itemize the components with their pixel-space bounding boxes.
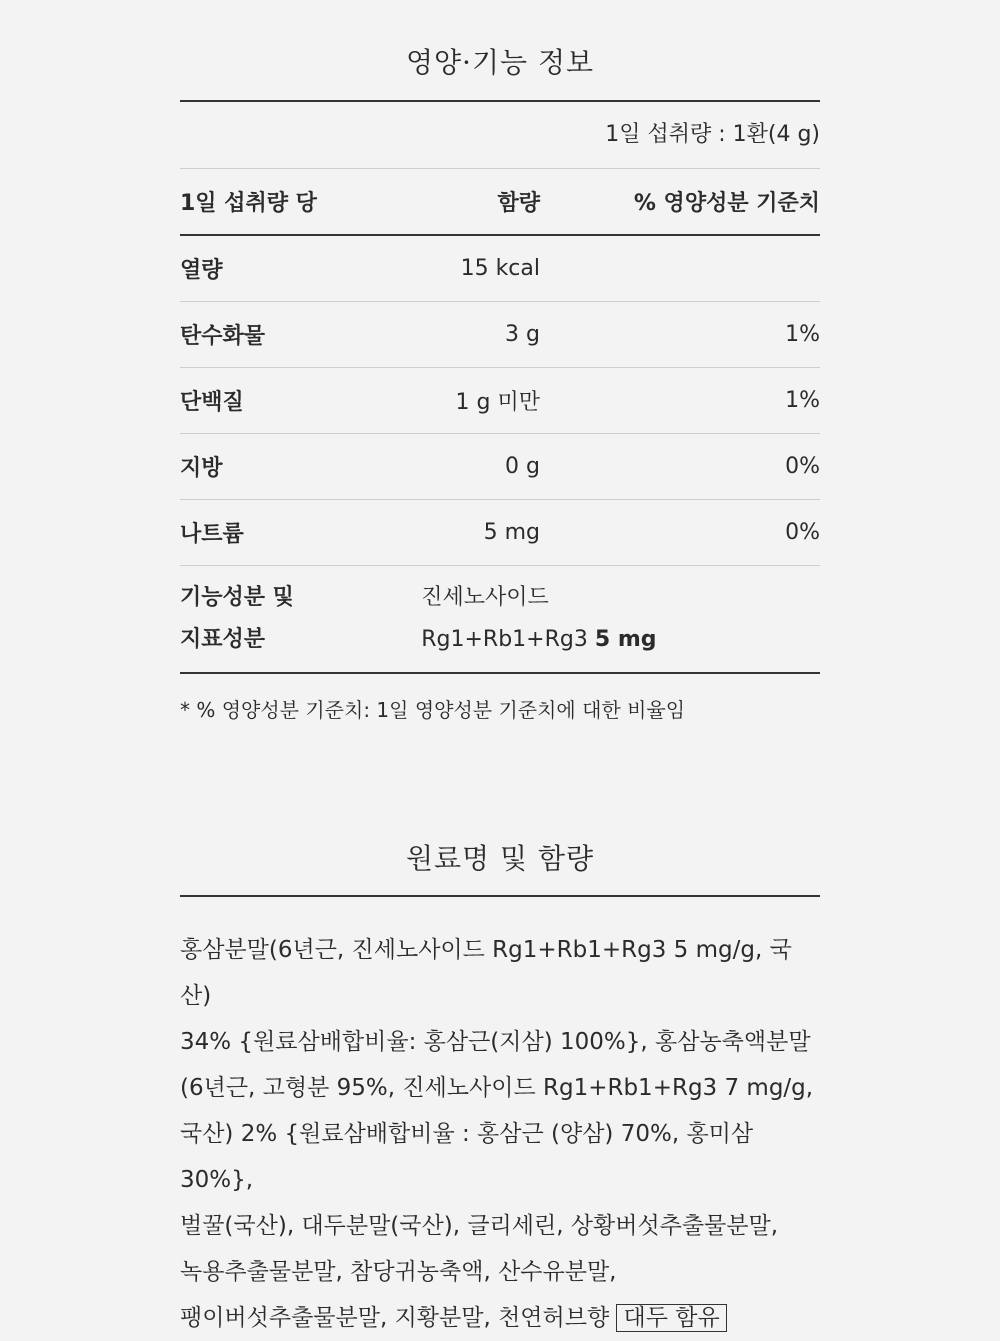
nutrient-name: 지방 — [180, 456, 223, 481]
nutrient-percent: 0% — [785, 520, 820, 545]
ingredients-line: 34% {원료삼배합비율: 홍삼근(지삼) 100%}, 홍삼농축액분말 — [180, 1029, 811, 1055]
nutrient-name: 나트륨 — [180, 522, 244, 547]
nutrient-amount: 0 g — [505, 454, 540, 479]
table-row — [180, 302, 820, 368]
functional-amount: 5 mg — [594, 627, 657, 652]
header-per-serving: 1일 섭취량 당 — [180, 191, 317, 216]
nutrient-name: 열량 — [180, 258, 223, 283]
header-amount: 함량 — [497, 191, 540, 216]
allergen-badge: 대두 함유 — [616, 1304, 726, 1332]
nutrient-name: 단백질 — [180, 390, 244, 415]
ingredients-line-last — [180, 1295, 820, 1341]
footnote: * % 영양성분 기준치: 1일 영양성분 기준치에 대한 비율임 — [180, 698, 686, 722]
nutrition-title: 영양·기능 정보 — [180, 0, 820, 102]
functional-label-line2: 지표성분 — [180, 627, 266, 652]
functional-label — [180, 577, 361, 661]
serving-size: 1일 섭취량 : 1환(4 g) — [180, 102, 820, 169]
functional-compound: Rg1+Rb1+Rg3 — [421, 627, 588, 652]
nutrient-amount: 1 g 미만 — [455, 390, 540, 415]
ingredients-line: (6년근, 고형분 95%, 진세노사이드 Rg1+Rb1+Rg3 7 mg/g, — [180, 1075, 814, 1101]
nutrient-amount: 3 g — [505, 322, 540, 347]
ingredients-line: 녹용추출물분말, 참당귀농축액, 산수유분말, — [180, 1259, 617, 1285]
ingredients-line: 홍삼분말(6년근, 진세노사이드 Rg1+Rb1+Rg3 5 mg/g, 국산) — [180, 937, 792, 1009]
table-row — [180, 434, 820, 500]
nutrient-amount: 5 mg — [483, 520, 540, 545]
table-row — [180, 236, 820, 302]
table-row — [180, 368, 820, 434]
functional-value-line2 — [421, 619, 820, 661]
functional-label-line1: 기능성분 및 — [180, 585, 294, 610]
ingredients-list — [180, 897, 820, 1341]
nutrient-name: 탄수화물 — [180, 324, 266, 349]
functional-value — [361, 577, 820, 661]
table-header-row — [180, 169, 820, 236]
ingredients-line: 국산) 2% {원료삼배합비율 : 홍삼근 (양삼) 70%, 홍미삼 30%}, — [180, 1121, 754, 1193]
functional-ingredient-row — [180, 566, 820, 674]
nutrient-percent: 1% — [785, 388, 820, 413]
table-row — [180, 500, 820, 566]
nutrient-percent: 0% — [785, 454, 820, 479]
ingredients-line: 벌꿀(국산), 대두분말(국산), 글리세린, 상황버섯추출물분말, — [180, 1213, 779, 1239]
functional-value-line1: 진세노사이드 — [421, 585, 549, 610]
nutrition-section — [180, 0, 820, 1341]
nutrient-amount: 15 kcal — [460, 256, 540, 281]
header-daily-value: % 영양성분 기준치 — [633, 191, 820, 216]
ingredients-line: 팽이버섯추출물분말, 지황분말, 천연허브향 — [180, 1305, 610, 1331]
nutrient-percent: 1% — [785, 322, 820, 347]
ingredients-title: 원료명 및 함량 — [180, 799, 820, 897]
